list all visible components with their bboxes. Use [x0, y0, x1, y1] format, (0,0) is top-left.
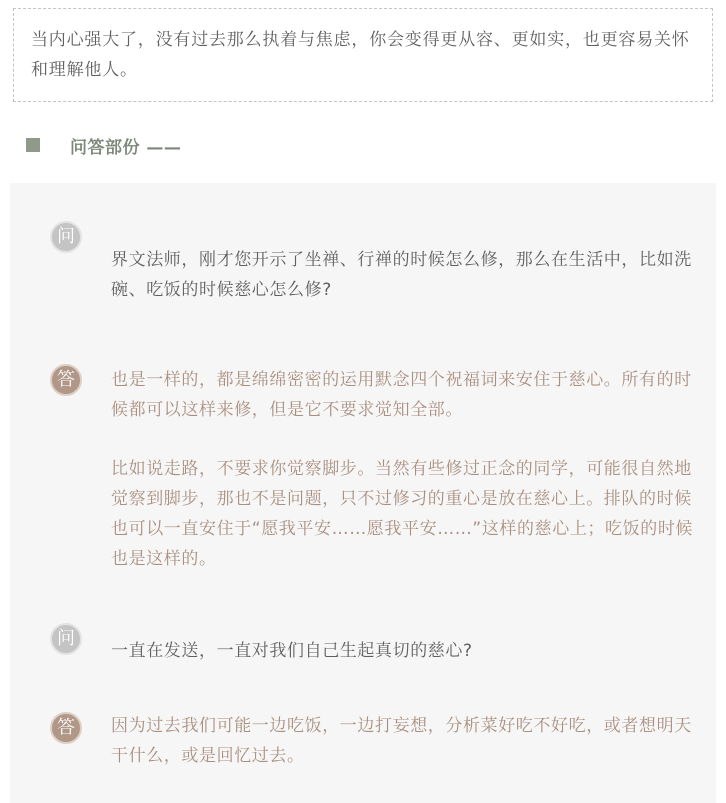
heading-square-icon — [26, 138, 40, 152]
section-heading — [26, 133, 181, 157]
question-text-1: 界文法师，刚才您开示了坐禅、行禅的时候怎么修，那么在生活中，比如洗碗、吃饭的时候慈心怎么修? — [111, 250, 692, 300]
intro-text: 当内心强大了，没有过去那么执着与焦虑，你会变得更从容、更如实，也更容易关怀和理解他人。 — [31, 30, 690, 80]
answer-badge-icon: 答 — [50, 364, 82, 396]
answer-text-2: 因为过去我们可能一边吃饭，一边打妄想，分析菜好吃不好吃，或者想明天干什么，或是回忆过去。 — [111, 716, 692, 766]
question-badge-icon: 问 — [50, 221, 82, 253]
qa-panel — [10, 183, 716, 803]
answer-text-1b: 比如说走路，不要求你觉察脚步。当然有些修过正念的同学，可能很自然地觉察到脚步，那也不是问题，只不过修习的重心是放在慈心上。排队的时候也可以一直安住于“愿我平安……愿我平安……”这样的慈心上；吃饭的时候也是这样的。 — [111, 459, 694, 569]
question-badge-icon: 问 — [50, 623, 82, 655]
question-text-2: 一直在发送，一直对我们自己生起真切的慈心? — [111, 641, 473, 661]
answer-text-1a: 也是一样的，都是绵绵密密的运用默念四个祝福词来安住于慈心。所有的时候都可以这样来修，但是它不要求觉知全部。 — [111, 370, 692, 420]
section-title: 问答部份 —— — [70, 137, 182, 158]
intro-quote-box — [13, 8, 713, 102]
answer-badge-icon: 答 — [50, 712, 82, 744]
